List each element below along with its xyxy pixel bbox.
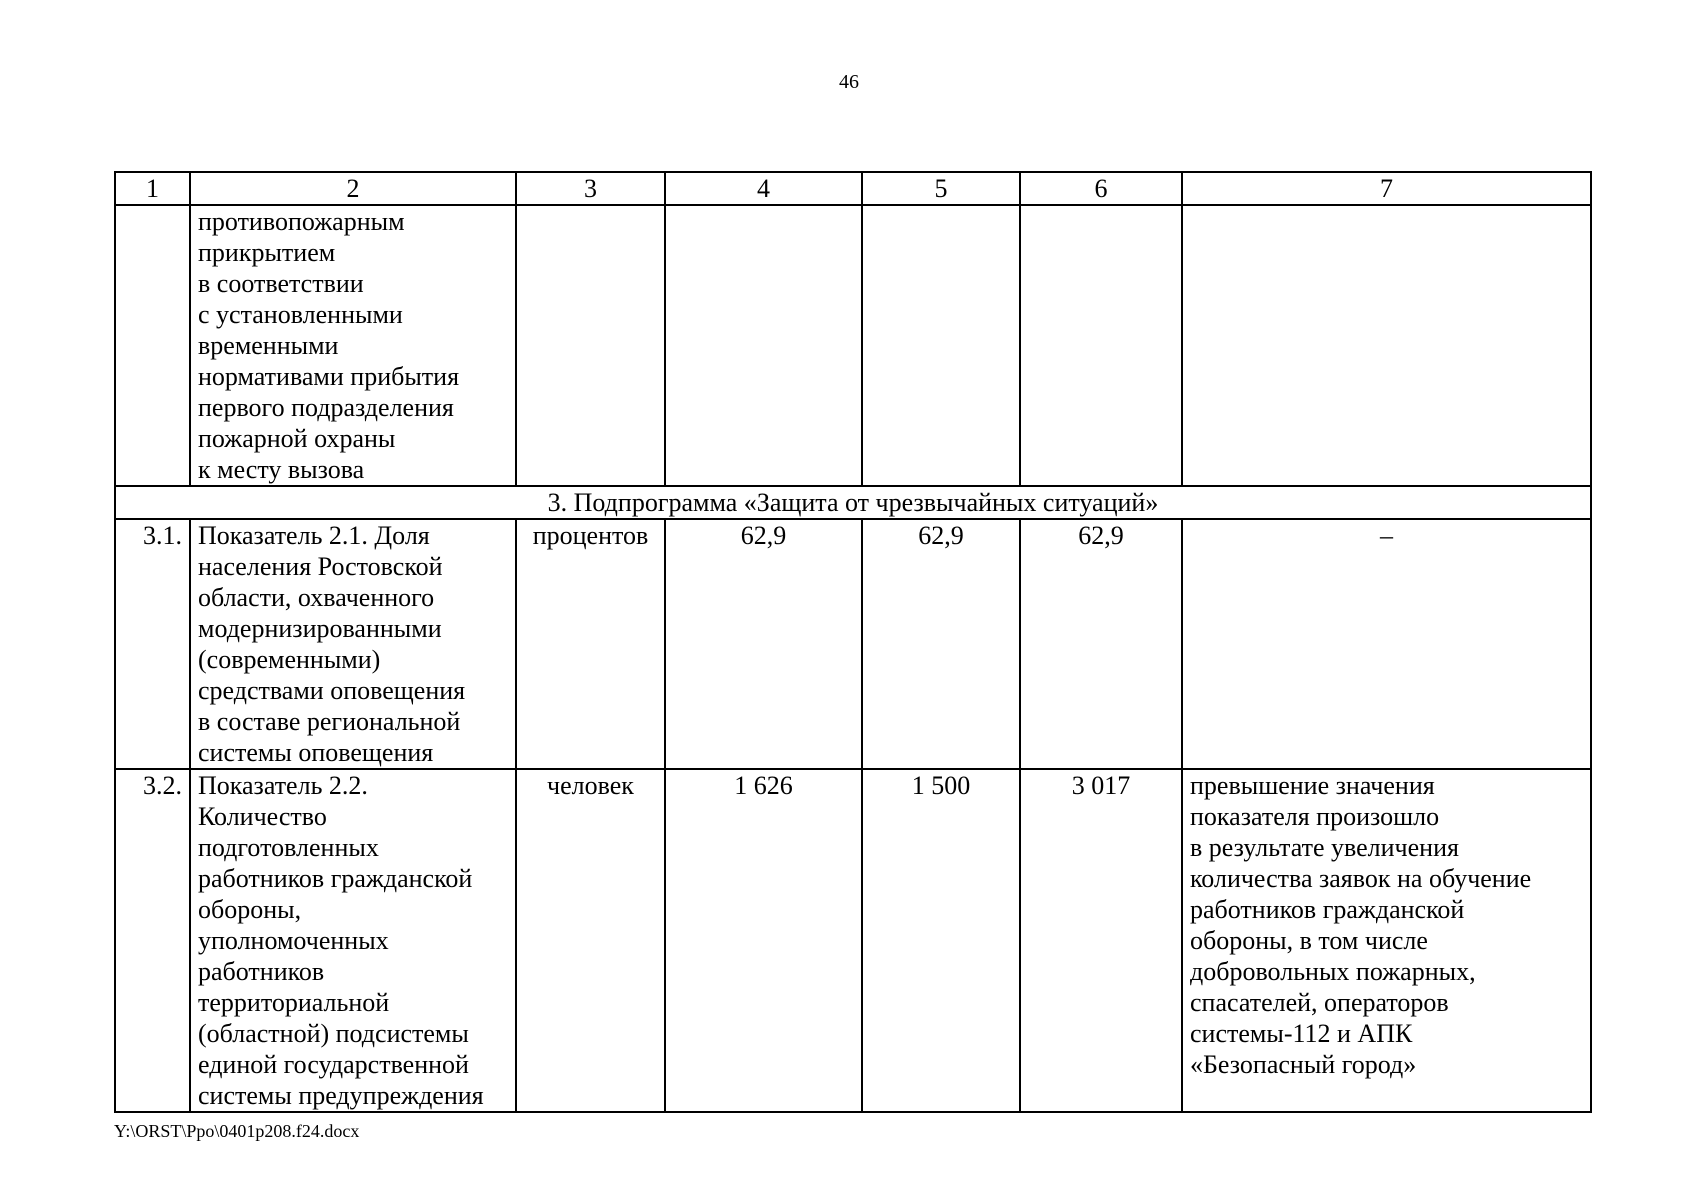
indicator-text-cell: Показатель 2.2. Количество подготовленных работников гражданской обороны, уполномоченных работников территориальной (областной) подсистемы единой государственной системы предупреждения [190,769,516,1112]
unit-cell: процентов [516,519,665,769]
table-header-row [115,172,1591,205]
value-cell-6 [1020,205,1182,486]
subprogram-title-row [115,486,1591,519]
header-cell-2: 2 [190,172,516,205]
indicator-text-cell: Показатель 2.1. Доля населения Ростовской области, охваченного модернизированными (современными) средствами оповещения в составе региональной системы оповещения [190,519,516,769]
row-number-cell: 3.2. [115,769,190,1112]
value-cell-5 [862,205,1020,486]
value-cell-6: 62,9 [1020,519,1182,769]
table-row-continuation [115,205,1591,486]
row-number-cell: 3.1. [115,519,190,769]
note-cell [1182,205,1591,486]
header-cell-5: 5 [862,172,1020,205]
value-cell-6: 3 017 [1020,769,1182,1112]
header-cell-6: 6 [1020,172,1182,205]
header-cell-4: 4 [665,172,862,205]
indicator-text-cell: противопожарным прикрытием в соответствии с установленными временными нормативами прибытия первого подразделения пожарной охраны к месту вызова [190,205,516,486]
value-cell-4: 62,9 [665,519,862,769]
indicator-table [114,171,1592,1113]
header-cell-3: 3 [516,172,665,205]
unit-cell: человек [516,769,665,1112]
header-cell-7: 7 [1182,172,1591,205]
file-path-footer: Y:\ORST\Ppo\0401p208.f24.docx [114,1121,360,1141]
table-row [115,769,1591,1112]
row-number-cell [115,205,190,486]
value-cell-5: 62,9 [862,519,1020,769]
value-cell-5: 1 500 [862,769,1020,1112]
value-cell-4 [665,205,862,486]
header-cell-1: 1 [115,172,190,205]
page-number: 46 [839,71,859,93]
subprogram-title: 3. Подпрограмма «Защита от чрезвычайных ситуаций» [115,486,1591,519]
note-cell: – [1182,519,1591,769]
unit-cell [516,205,665,486]
table-row [115,519,1591,769]
value-cell-4: 1 626 [665,769,862,1112]
note-cell: превышение значения показателя произошло в результате увеличения количества заявок на обучение работников гражданской обороны, в том числе добровольных пожарных, спасателей, операторов системы-112 и АПК «Безопасный город» [1182,769,1591,1112]
